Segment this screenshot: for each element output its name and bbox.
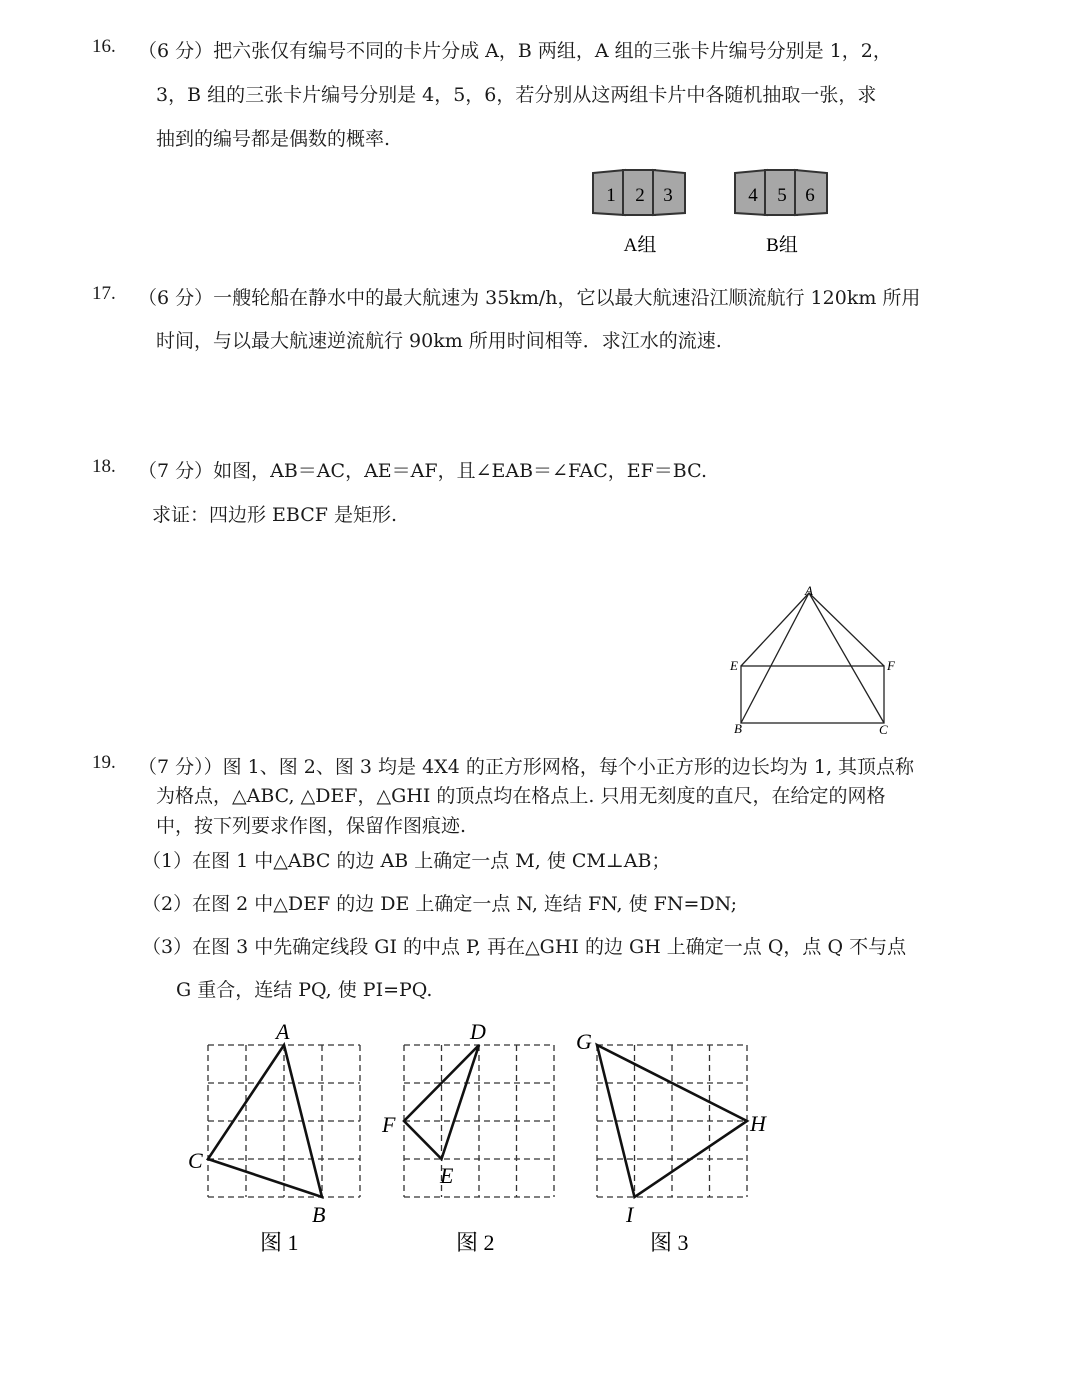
q19-line3: 中，按下列要求作图，保留作图痕迹. [156, 815, 467, 837]
triangle-def [404, 1045, 479, 1159]
q19-sub3a: （3）在图 3 中先确定线段 GI 的中点 P, 再在△GHI 的边 GH 上确定一点 Q，点 Q 不与点 [142, 936, 907, 958]
q19-sub2: （2）在图 2 中△DEF 的边 DE 上确定一点 N, 连结 FN, 使 FN=DN; [142, 893, 737, 915]
q19-number: 19. [92, 752, 116, 773]
card-b-5: 5 [777, 185, 787, 206]
point-label-b: B [734, 721, 742, 736]
vertex-g: G [576, 1029, 592, 1054]
vertex-c: C [188, 1148, 203, 1173]
label-group-a: A组 [623, 235, 657, 256]
q18-line1: （7 分）如图，AB＝AC，AE＝AF，且∠EAB＝∠FAC，EF＝BC. [138, 460, 708, 482]
card-a-3: 3 [663, 185, 673, 206]
label-group-b: B组 [766, 235, 798, 256]
vertex-f: F [382, 1112, 396, 1137]
card-groups-figure [585, 165, 845, 260]
point-label-e: E [730, 658, 738, 673]
q16-line2: 3，B 组的三张卡片编号分别是 4，5，6，若分别从这两组卡片中各随机抽取一张，求 [156, 84, 877, 106]
fig1-caption: 图 1 [260, 1230, 299, 1255]
q18-line2: 求证：四边形 EBCF 是矩形. [152, 504, 398, 526]
vertex-h: H [750, 1111, 766, 1136]
card-group-a [593, 170, 685, 215]
vertex-e: E [440, 1163, 454, 1188]
fig3-caption: 图 3 [650, 1230, 689, 1255]
q18-number: 18. [92, 456, 116, 477]
q17-number: 17. [92, 283, 116, 304]
grid-figure-2 [378, 1015, 568, 1265]
q19-sub3b: G 重合，连结 PQ, 使 PI=PQ. [176, 979, 433, 1001]
vertex-a: A [276, 1019, 290, 1044]
q17-line2: 时间，与以最大航速逆流航行 90km 所用时间相等．求江水的流速. [156, 330, 722, 352]
vertex-b: B [312, 1202, 326, 1227]
q17-line1: （6 分）一艘轮船在静水中的最大航速为 35km/h，它以最大航速沿江顺流航行 120km 所用 [138, 287, 921, 309]
grid-figure-1 [180, 1015, 370, 1265]
point-label-c: C [879, 722, 888, 737]
card-b-6: 6 [805, 185, 815, 206]
card-a-1: 1 [606, 185, 616, 206]
q16-number: 16. [92, 36, 116, 57]
rectangle-proof-figure [728, 582, 898, 738]
card-b-4: 4 [748, 185, 758, 206]
q19-sub1: （1）在图 1 中△ABC 的边 AB 上确定一点 M, 使 CM⊥AB； [142, 850, 671, 872]
vertex-i: I [626, 1202, 634, 1227]
grid-figure-3 [572, 1015, 782, 1265]
card-a-2: 2 [635, 185, 645, 206]
q19-line2: 为格点，△ABC, △DEF，△GHI 的顶点均在格点上. 只用无刻度的直尺，在给定的网格 [156, 785, 886, 807]
q19-line1: （7 分））图 1、图 2、图 3 均是 4X4 的正方形网格，每个小正方形的边长均为 1, 其顶点称 [138, 756, 915, 778]
point-label-f: F [887, 658, 895, 673]
vertex-d: D [470, 1019, 486, 1044]
fig2-caption: 图 2 [456, 1230, 495, 1255]
q16-line1: （6 分）把六张仅有编号不同的卡片分成 A，B 两组，A 组的三张卡片编号分别是 1，2， [138, 40, 892, 62]
q16-line3: 抽到的编号都是偶数的概率. [156, 128, 391, 150]
point-label-a: A [805, 583, 813, 598]
card-group-b [735, 170, 827, 215]
triangle-abc [208, 1045, 322, 1197]
